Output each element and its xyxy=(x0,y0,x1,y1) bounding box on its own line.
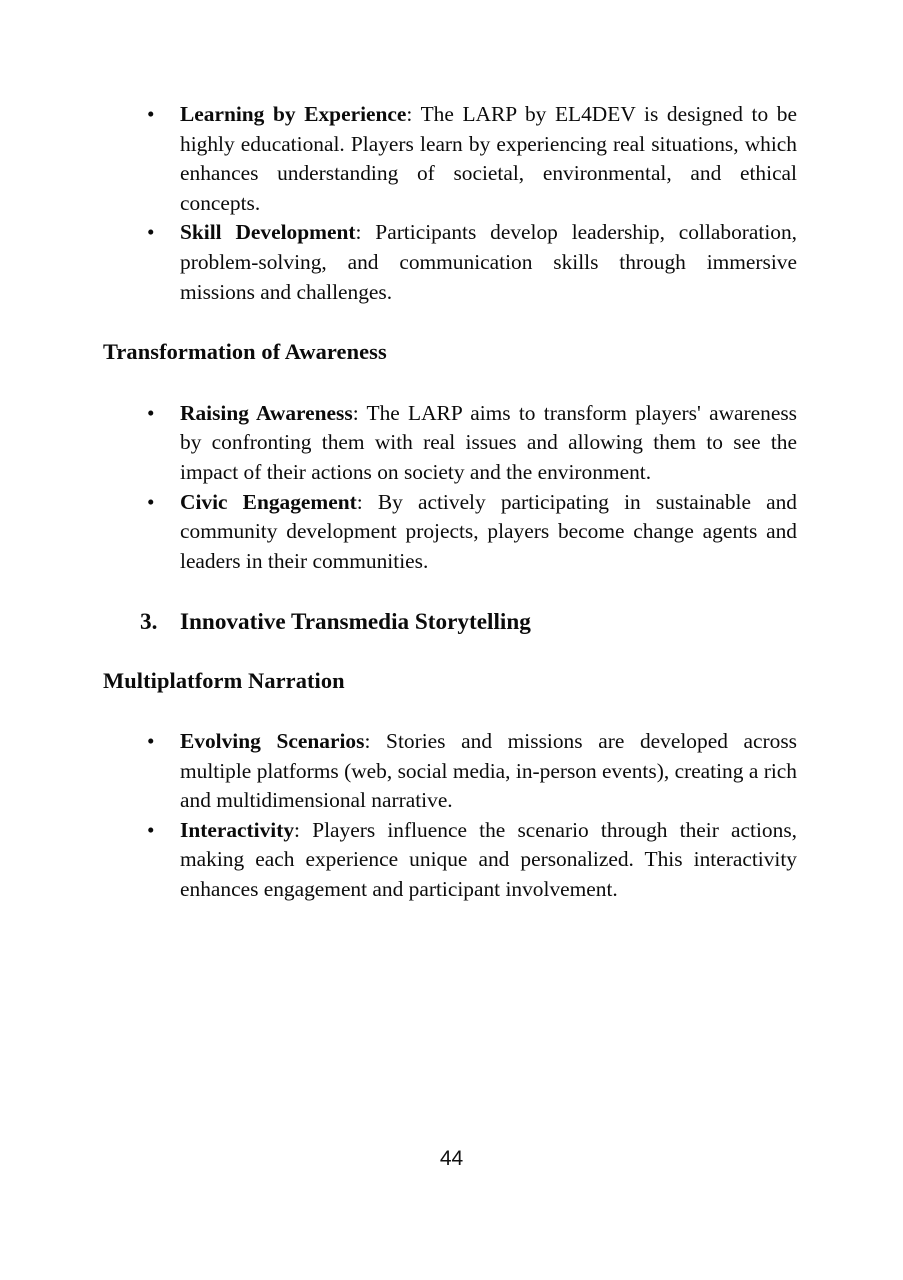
list-item-lead: Learning by Experience xyxy=(180,102,407,126)
list-item-separator: : xyxy=(355,220,376,245)
list-item-body: Participants develop leadership, collaboration, problem-solving, and communication skills through immersive missions and challenges. xyxy=(180,220,798,304)
heading-number: 3. xyxy=(140,609,158,636)
list-item-body: The LARP by EL4DEV is designed to be highly educational. Players learn by experiencing real situations, which enhances understanding of societal, environmental, and ethical concepts. xyxy=(180,102,798,215)
spacer xyxy=(103,576,797,607)
spacer xyxy=(103,696,797,727)
numbered-heading-innovative-transmedia-storytelling xyxy=(103,607,797,637)
list-item-body: Stories and missions are developed across multiple platforms (web, social media, in-person events), creating a rich and multidimensional narrative. xyxy=(180,728,797,813)
bullet-list-awareness xyxy=(103,399,797,577)
section-heading-transformation-of-awareness: Transformation of Awareness xyxy=(103,339,387,365)
bullet-list-multiplatform xyxy=(103,727,797,905)
list-item-body: Players influence the scenario through their actions, making each experience unique and personalized. This interactivity enhances engagement and participant involvement. xyxy=(180,817,797,901)
list-item-separator: : xyxy=(406,102,421,126)
bullet-list-learning xyxy=(103,100,797,307)
list-item-lead: Interactivity xyxy=(180,817,295,842)
list-item xyxy=(103,218,797,307)
list-item xyxy=(103,727,797,816)
list-item-lead: Evolving Scenarios xyxy=(180,728,365,753)
spacer xyxy=(103,307,797,337)
list-item xyxy=(103,488,797,577)
list-item-separator: : xyxy=(294,817,313,842)
list-item xyxy=(103,399,797,488)
page-content xyxy=(103,100,797,904)
section-heading-multiplatform-narration: Multiplatform Narration xyxy=(103,668,345,694)
heading-text: Innovative Transmedia Storytelling xyxy=(180,609,531,636)
list-item-body: The LARP aims to transform players' awareness by confronting them with real issues and allowing them to see the impact of their actions on society and the environment. xyxy=(180,400,797,484)
spacer xyxy=(103,637,797,666)
list-item-separator: : xyxy=(352,400,367,425)
spacer xyxy=(103,367,797,399)
list-item xyxy=(103,100,797,218)
list-item xyxy=(103,816,797,905)
list-item-lead: Civic Engagement xyxy=(180,489,357,514)
list-item-separator: : xyxy=(364,728,387,753)
list-item-body: By actively participating in sustainable and community development projects, players become change agents and leaders in their communities. xyxy=(180,489,798,573)
list-item-separator: : xyxy=(356,489,378,514)
page-number: 44 xyxy=(439,1147,464,1170)
list-item-lead: Raising Awareness xyxy=(180,400,353,425)
list-item-lead: Skill Development xyxy=(180,220,356,245)
